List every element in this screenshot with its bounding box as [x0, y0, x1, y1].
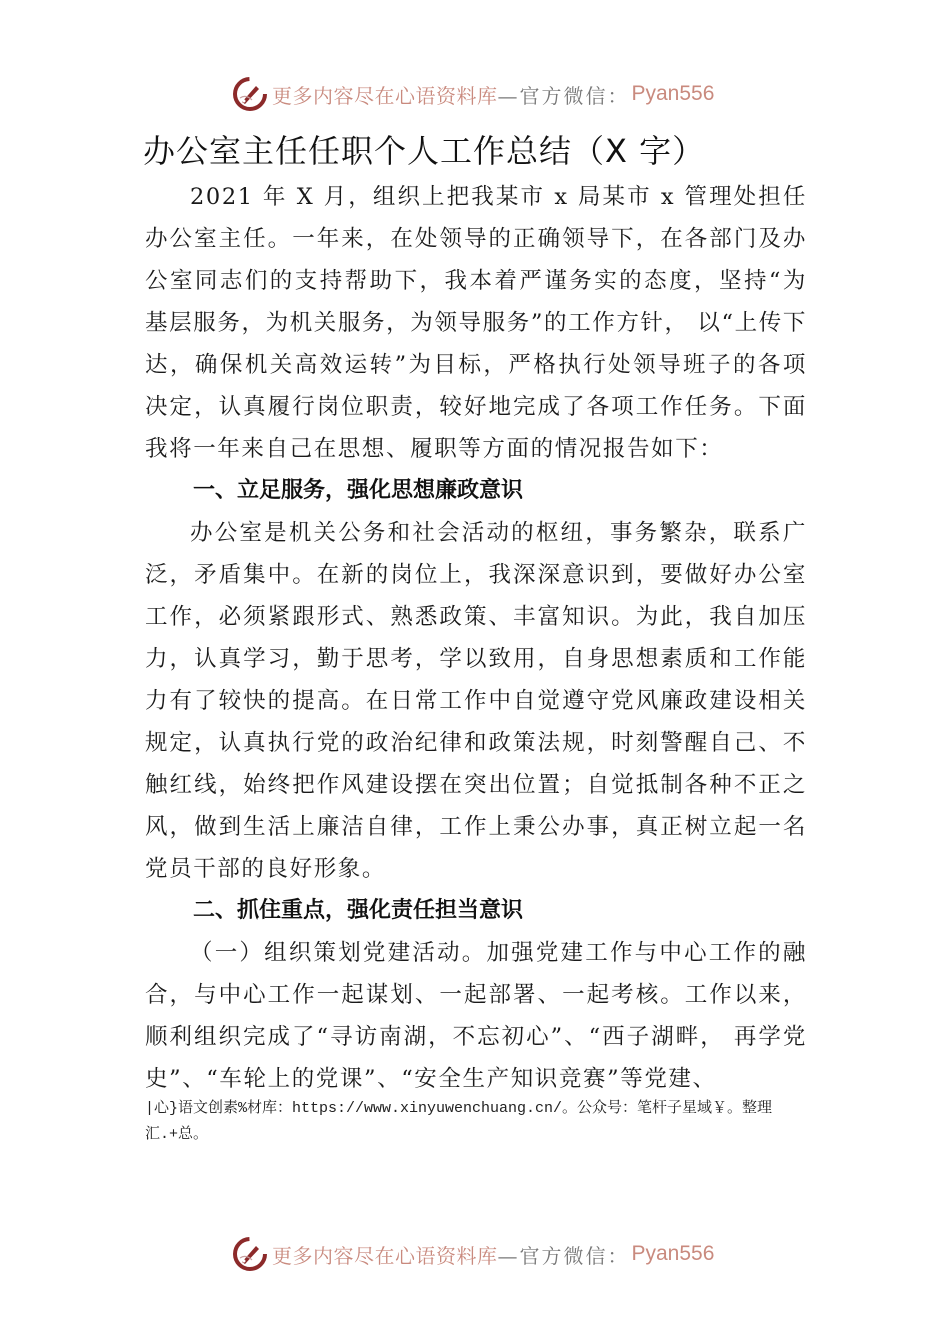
section-heading-1: 一、立足服务，强化思想廉政意识 [193, 478, 524, 503]
watermark-banner-bottom [232, 1234, 714, 1274]
banner-wechat-id: Pyan556 [631, 82, 715, 105]
section-1-paragraph: 办公室是机关公务和社会活动的枢纽，事务繁杂，联系广泛，矛盾集中。在新的岗位上，我深深意识到，要做好办公室工作，必须紧跟形式、熟悉政策、丰富知识。为此，我自加压力，认真学习，勤于思考，学以致用，自身思想素质和工作能力有了较快的提高。在日常工作中自觉遵守党风廉政建设相关规定，认真执行党的政治纪律和政策法规，时刻警醒自己、不触红线，始终把作风建设摆在突出位置；自觉抵制各种不正之风，做到生活上廉洁自律，工作上秉公办事，真正树立起一名党员干部的良好形象。 [145, 520, 807, 882]
banner-separator-text: —官方微信： [497, 1243, 630, 1268]
section-heading-2: 二、抓住重点，强化责任担当意识 [193, 898, 524, 923]
banner-text: 更多内容尽在心语资料库 [272, 83, 498, 108]
banner-text: 更多内容尽在心语资料库 [272, 1243, 498, 1268]
section-2-paragraph: （一）组织策划党建活动。加强党建工作与中心工作的融合，与中心工作一起谋划、一起部署、一起考核。工作以来，顺利组织完成了“寻访南湖，不忘初心”、“西子湖畔， 再学党史”、“车轮上的党课”、“安全生产知识竞赛”等党建、 [145, 940, 807, 1092]
banner-separator-text: —官方微信： [497, 83, 630, 108]
source-footnote: |心}语文创素%材库：https://www.xinyuwenchuang.cn/。公众号：笔杆子星域￥。整理汇.+总。 [145, 1100, 773, 1143]
intro-paragraph: 2021 年 X 月，组织上把我某市 x 局某市 x 管理处担任办公室主任。一年来，在处领导的正确领导下，在各部门及办公室同志们的支持帮助下，我本着严谨务实的态度，坚持“为基层服务，为机关服务，为领导服务”的工作方针， 以“上传下达，确保机关高效运转”为目标，严格执行处领导班子的各项决定，认真履行岗位职责，较好地完成了各项工作任务。下面我将一年来自己在思想、履职等方面的情况报告如下： [145, 184, 807, 462]
pen-nib-logo-icon [232, 76, 268, 112]
document-page [145, 126, 807, 1100]
banner-wechat-id: Pyan556 [631, 1242, 715, 1265]
pen-nib-logo-icon [232, 1236, 268, 1272]
document-title: 办公室主任任职个人工作总结（X 字） [143, 132, 706, 170]
watermark-banner-top [232, 74, 714, 114]
